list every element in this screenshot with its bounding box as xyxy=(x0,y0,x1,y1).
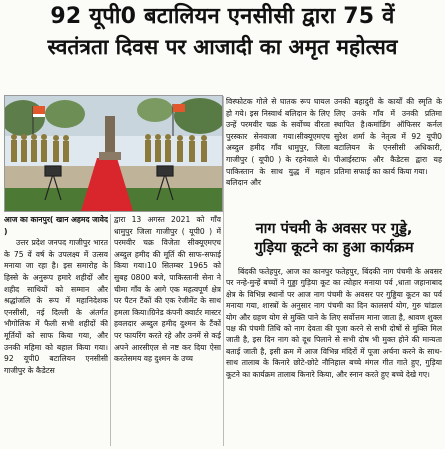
article-paragraph: बिंदकी फतेहपुर, आज का कानपुर फतेहपुर, बिंदकी नाग पंचमी के अवसर पर नन्हे-मुन्हें बच्चों ने गुड्डा गुड़िया कूट का त्योहार मनाया पर्व ,धाता जहानाबाद क्षेत्र के विभिन्न स्थानों पर आज नाग पंचमी के अवसर पर गुड्डिया कूटन का पर्व मनाया गया, शास्त्रों के अनुसार नाग पंचमी का दिन कालसर्प योग, गुरु चांडाल योग और ग्रहण योग से मुक्ति पाने के लिए सर्वोत्तम माना जाता है, श्रावण शुक्ल पक्ष की पंचमी तिथि को नाग देवता की पूजा करने से सभी दोषों से मुक्ति मिल जाती है, इस दिन नाग को दूध पिलाने से सभी दोष भी मुक्त होने की मान्यता बताई जाती है, इसी क्रम में आज विभिन्न मंदिरों में पूजा अर्चना करने के साथ-साथ तालाब के किनारे छोटे-छोटे नौनिहाल बच्चे मंगल गीत गाते हुए, गुड़िया कूटने का कार्यक्रम तालाब किनारे किया, और स्नान करते हुए बच्चे देखे गए। xyxy=(226,267,442,379)
article-column-2 xyxy=(114,214,221,447)
article-paragraph: विस्फोटक गोले से घातक रूप घायल हो गये। इस निस्वार्थ बलिदान के लिए उन्हें परमवीर चक्र के सर्वोच्च वीरता पुरस्कार सेनवाजा गया।सीक्यूएमएच अब्दुल हमीद गाँव धामुपुर, जिला गाजीपुर ( यूपी0 ) के रहनेवाले थे।पाकिस्तान के साथ युद्ध में महान बलिदान और xyxy=(226,97,330,188)
second-headline-line1: नाग पंचमी के अवसर पर गुड्डे, xyxy=(255,221,413,237)
article-column-4 xyxy=(334,96,442,216)
second-headline xyxy=(226,220,442,258)
article-dateline: आज का कानपुर( खान अहमद जावेद ) xyxy=(4,215,108,236)
article-paragraph: उत्तर प्रदेश जनपद गाजीपुर भारत के 75 वें वर्ष के उपलक्ष्य में उत्सव मनाया जा रहा है। इस समारोह के हिस्से के अनुरूप हमारे शहीदों और शहीद साथियों को सम्मान और श्रद्धांजलि के रूप में महानिदेशक एनसीसी, नई दिल्ली के अंतर्गत भौगोलिक में फैली सभी शहीदों की मूर्तियों को साफ किया गया, और उनकी महिमा को बहाल किया गया।92 यूपी0 बटालियन एनसीसी गाजीपुर के कैडेटस xyxy=(4,238,108,375)
second-headline-line2: गुड़िया कूटने का हुआ कार्यक्रम xyxy=(254,240,414,256)
column-divider xyxy=(110,214,111,446)
main-headline-line2: स्वतंत्रता दिवस पर आजादी का अमृत महोत्सव xyxy=(47,35,398,59)
second-article-body xyxy=(226,266,442,447)
ncc-ceremony-photo xyxy=(4,95,223,212)
article-paragraph: द्वारा 13 अगस्त 2021 को गाँव धामुपुर जिला गाजीपुर ( यूपी0 ) में परमवीर चक्र विजेता सीक्यूएमएच अब्दुल हमीद की मूर्ति की साफ-सफाई किया गया।10 सितम्बर 1965 को सुबह 0800 बजे, पाकिस्तानी सेना ने चीमा गाँव के आगे एक महत्वपूर्ण क्षेत्र पर पैटन टैंकों की एक रेजीमेंट के साथ हमला किया।ग्रिनेड कंपनी क्वार्टर मास्टर हवलदार अब्दुल हमीद दुश्मन के टैंकों पर फायरिंग करते रहे और उनमें से कई अपने आरसीएल से नष्ट कर दिया ऐसा करतेसमय वह दुश्मन के उच्च xyxy=(114,215,221,364)
article-column-3 xyxy=(226,96,330,216)
main-headline xyxy=(0,2,445,62)
main-headline-line1: 92 यूपी0 बटालियन एनसीसी द्वारा 75 वें xyxy=(50,4,395,29)
column-divider xyxy=(223,96,224,446)
article-paragraph: उनकी बहादुरी के कार्यों की स्मृति के लिए उनके गाँव में उनकी प्रतिमा स्थापित है।कमांडिंग ऑफिसर कर्नल सुरेश शर्मा के नेतृत्व में 92 यूपी0 बटालियन के एनसीसी अधिकारी, पीआईस्टाफ और कैडेटस द्वारा यह प्रतिमा सफाई का कार्य किया गया। xyxy=(334,97,442,176)
article-column-1 xyxy=(4,214,108,447)
